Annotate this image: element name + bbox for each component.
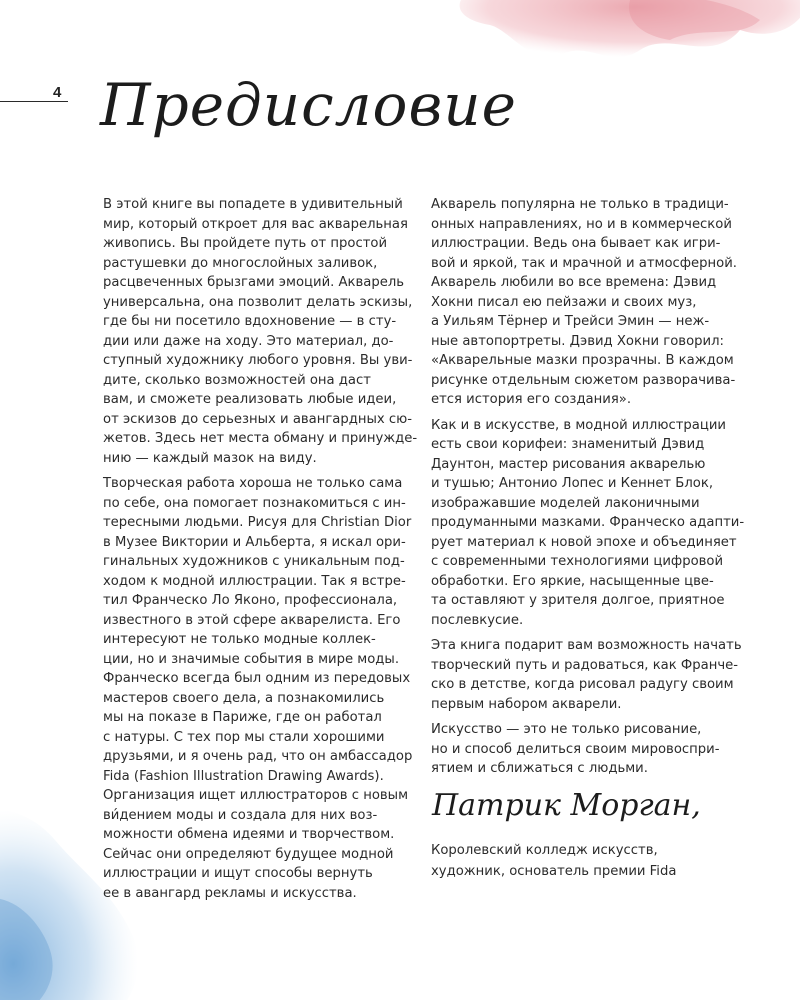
text-line: рисунке отдельным сюжетом разворачива- [431,372,736,388]
text-line: рует материал к новой эпохе и объединяет [431,534,737,550]
paragraph [431,720,771,779]
text-line: нию — каждый мазок на виду. [103,450,317,466]
credit-line: Королевский колледж искусств, [431,843,658,858]
paragraph [431,195,771,410]
text-line: и тушью; Антонио Лопес и Кеннет Блок, [431,476,714,491]
text-line: мы на показе в Париже, где он работал [103,710,382,725]
text-line: ступный художнику любого уровня. Вы уви- [103,353,413,368]
text-line: онных направлениях, но и в коммерческой [431,216,732,232]
text-line: Даунтон, мастер рисования акварелью [431,456,706,472]
text-line: иллюстрации. Ведь она бывает как игри- [431,236,721,251]
text-line: В этой книге вы попадете в удивительный [103,197,403,212]
text-line: Fida (Fashion Illustration Drawing Awards). [103,768,384,784]
text-line: та оставляют у зрителя долгое, приятное [431,593,725,608]
text-line: изображавшие моделей лаконичными [431,495,700,511]
text-line: Акварель любили во все времена: Дэвид [431,275,717,290]
text-line: вой и яркой, так и мрачной и атмосферной. [431,255,737,271]
text-line: есть свои корифеи: знаменитый Дэвид [431,437,705,452]
right-text-column [431,195,771,779]
text-line: мир, который откроет для вас акварельная [103,216,408,232]
text-line: Искусство — это не только рисование, [431,722,702,737]
text-line: но и способ делиться своим мировоспри- [431,741,720,757]
text-line: можности обмена идеями и творчеством. [103,827,395,842]
text-line: тересными людьми. Рисуя для Christian Dior [103,515,412,530]
text-line: растушевки до многослойных заливок, [103,255,378,271]
text-line: живопись. Вы пройдете путь от простой [103,236,388,251]
text-line: ско в детстве, когда рисовал радугу своим [431,677,734,692]
text-line: Как и в искусстве, в модной иллюстрации [431,417,726,433]
text-line: ции, но и значимые события в мире моды. [103,651,400,667]
text-line: обработки. Его яркие, насыщенные цве- [431,573,714,589]
text-line: мастеров своего дела, а познакомились [103,690,385,706]
text-line: Сейчас они определяют будущее модной [103,846,394,862]
text-line: тил Франческо Ло Яконо, профессионала, [103,593,398,608]
text-line: с натуры. С тех пор мы стали хорошими [103,729,385,745]
text-line: по себе, она помогает познакомиться с ин- [103,495,406,511]
text-line: ные автопортреты. Дэвид Хокни говорил: [431,333,724,349]
text-line: ятием и сближаться с людьми. [431,761,648,776]
text-line: а Уильям Тёрнер и Трейси Эмин — неж- [431,314,710,329]
paragraph [103,474,423,903]
text-line: продуманными мазками. Франческо адапти- [431,515,745,530]
text-line: известного в этой сфере акварелиста. Его [103,612,401,628]
page-title: Предисловие [100,71,517,139]
text-line: с современными технологиями цифровой [431,554,724,569]
text-line: «Акварельные мазки прозрачны. В каждом [431,353,734,368]
text-line: ви́дением моды и создала для них воз- [103,807,378,823]
paragraph [431,636,771,714]
text-line: Акварель популярна не только в традици- [431,197,729,212]
text-line: универсальна, она позволит делать эскизы, [103,294,413,310]
text-line: ется история его создания». [431,392,632,407]
text-line: гинальных художников с уникальным под- [103,554,405,569]
text-line: Организация ищет иллюстраторов с новым [103,788,409,803]
header-rule [0,101,68,102]
text-line: от эскизов до серьезных и авангардных сю- [103,411,413,427]
text-line: первым набором акварели. [431,696,622,712]
text-line: Хокни писал ею пейзажи и своих муз, [431,294,697,310]
credit-line: художник, основатель премии Fida [431,864,677,879]
text-line: расцвеченных брызгами эмоций. Акварель [103,275,405,290]
text-line: ее в авангард рекламы и искусства. [103,885,357,901]
text-line: Эта книга подарит вам возможность начать [431,638,742,653]
text-line: Франческо всегда был одним из передовых [103,671,411,686]
text-line: дии или даже на ходу. Это материал, до- [103,333,394,349]
text-line: дите, сколько возможностей она даст [103,372,371,388]
text-line: друзьями, и я очень рад, что он амбассадор [103,749,413,764]
text-line: интересуют не только модные коллек- [103,632,376,647]
text-line: творческий путь и радоваться, как Франче- [431,657,738,673]
text-line: иллюстрации и ищут способы вернуть [103,866,373,881]
text-line: вам, и сможете реализовать любые идеи, [103,392,397,407]
author-signature: Патрик Морган, [432,788,701,823]
paragraph [103,195,423,468]
text-line: послевкусие. [431,612,524,628]
author-credit [431,840,771,882]
text-line: жетов. Здесь нет места обману и принужде- [103,431,418,446]
text-line: где бы ни посетило вдохновение — в сту- [103,314,397,329]
text-line: ходом к модной иллюстрации. Так я встре- [103,573,406,589]
page-number: 4 [53,84,62,101]
text-line: Творческая работа хороша не только сама [103,476,403,491]
left-text-column [103,195,423,903]
paragraph [431,416,771,631]
text-line: в Музее Виктории и Альберта, я искал ори- [103,534,406,550]
